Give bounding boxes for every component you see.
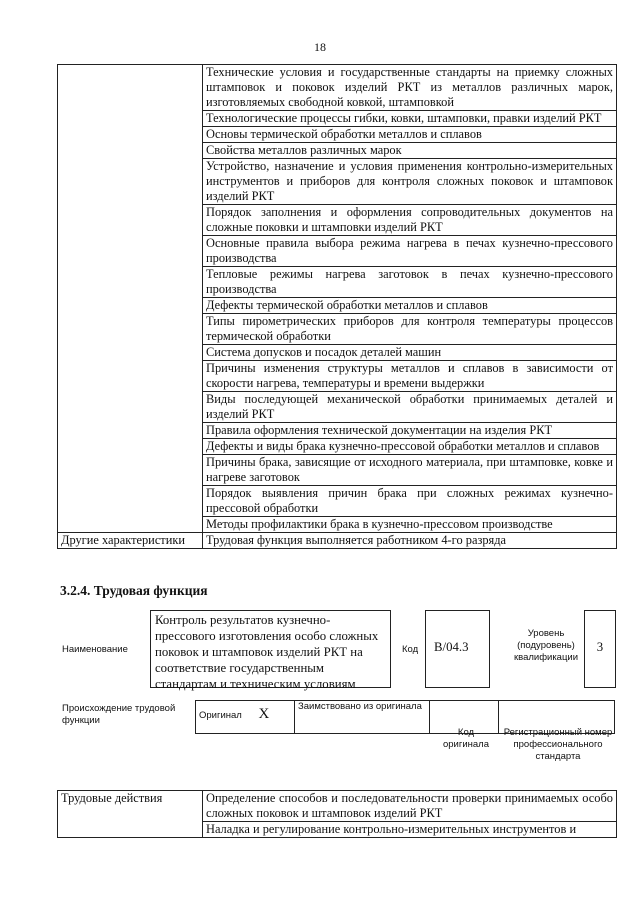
knowledge-item: Типы пирометрических приборов для контроля температуры процессов термической обработки — [203, 314, 617, 345]
knowledge-item: Дефекты и виды брака кузнечно-прессовой обработки металлов и сплавов — [203, 439, 617, 455]
labor-actions-label: Трудовые действия — [58, 791, 203, 838]
knowledge-item: Основы термической обработки металлов и сплавов — [203, 127, 617, 143]
knowledge-item: Технические условия и государственные стандарты на приемку сложных штамповок и поковок изделий РКТ из металлов различных марок, изготовляемых свободной ковкой, штамповкой — [203, 65, 617, 111]
code-label: Код — [402, 644, 419, 655]
level-box — [584, 610, 616, 688]
knowledge-item: Порядок выявления причин брака при сложных режимах кузнечно-прессовой обработки — [203, 486, 617, 517]
knowledge-item: Технологические процессы гибки, ковки, штамповки, правки изделий РКТ — [203, 111, 617, 127]
knowledge-item: Причины брака, зависящие от исходного материала, при штамповке, ковке и нагреве заготовок — [203, 455, 617, 486]
other-characteristics-label: Другие характеристики — [58, 533, 203, 549]
other-characteristics-text: Трудовая функция выполняется работником 4-го разряда — [203, 533, 617, 549]
page-number: 18 — [314, 40, 326, 54]
code-value: B/04.3 — [434, 640, 469, 654]
knowledge-item: Свойства металлов различных марок — [203, 143, 617, 159]
original-label: Оригинал — [199, 710, 242, 721]
code-original-caption: Код оригинала — [442, 727, 489, 750]
function-name: Контроль результатов кузнечно-прессового изготовления особо сложных поковок и штамповок изделий РКТ на соответствие государственным стандартам и техническим условиям — [155, 613, 379, 691]
labor-action-row — [58, 791, 617, 822]
knowledge-item: Система допусков и посадок деталей машин — [203, 345, 617, 361]
labor-actions-table — [57, 790, 617, 838]
code-box — [425, 610, 490, 688]
knowledge-item: Порядок заполнения и оформления сопроводительных документов на сложные поковки и штамповки изделий РКТ — [203, 205, 617, 236]
origin-label: Происхождение трудовой функции — [62, 703, 176, 726]
knowledge-item: Правила оформления технической документации на изделия РКТ — [203, 423, 617, 439]
knowledge-item: Тепловые режимы нагрева заготовок в печах кузнечно-прессового производства — [203, 267, 617, 298]
knowledge-item: Виды последующей механической обработки принимаемых деталей и изделий РКТ — [203, 392, 617, 423]
level-value: 3 — [596, 640, 604, 654]
labor-action-item: Определение способов и последовательности проверки принимаемых особо сложных поковок и штамповок изделий РКТ — [203, 791, 617, 822]
labor-action-item: Наладка и регулирование контрольно-измерительных инструментов и — [203, 822, 617, 838]
knowledge-category-cell — [58, 65, 203, 533]
reg-number-caption: Регистрационный номер профессионального стандарта — [503, 727, 613, 762]
name-label: Наименование — [62, 644, 128, 655]
original-mark: X — [258, 706, 270, 722]
original-cell — [196, 701, 295, 734]
knowledge-item: Основные правила выбора режима нагрева в печах кузнечно-прессового производства — [203, 236, 617, 267]
level-label: Уровень (подуровень) квалификации — [513, 628, 579, 663]
function-name-box — [150, 610, 391, 691]
knowledge-item: Причины изменения структуры металлов и сплавов в зависимости от скорости нагрева, температуры и времени выдержки — [203, 361, 617, 392]
borrowed-cell — [295, 701, 430, 734]
borrowed-label: Заимствовано из оригинала — [298, 701, 422, 712]
knowledge-table — [57, 64, 617, 549]
knowledge-item: Дефекты термической обработки металлов и сплавов — [203, 298, 617, 314]
section-title: 3.2.4. Трудовая функция — [60, 583, 208, 598]
knowledge-item: Методы профилактики брака в кузнечно-прессовом производстве — [203, 517, 617, 533]
other-characteristics-row — [58, 533, 617, 549]
knowledge-row — [58, 65, 617, 111]
knowledge-item: Устройство, назначение и условия применения контрольно-измерительных инструментов и приборов для контроля сложных поковок и штамповок изделий РКТ — [203, 159, 617, 205]
